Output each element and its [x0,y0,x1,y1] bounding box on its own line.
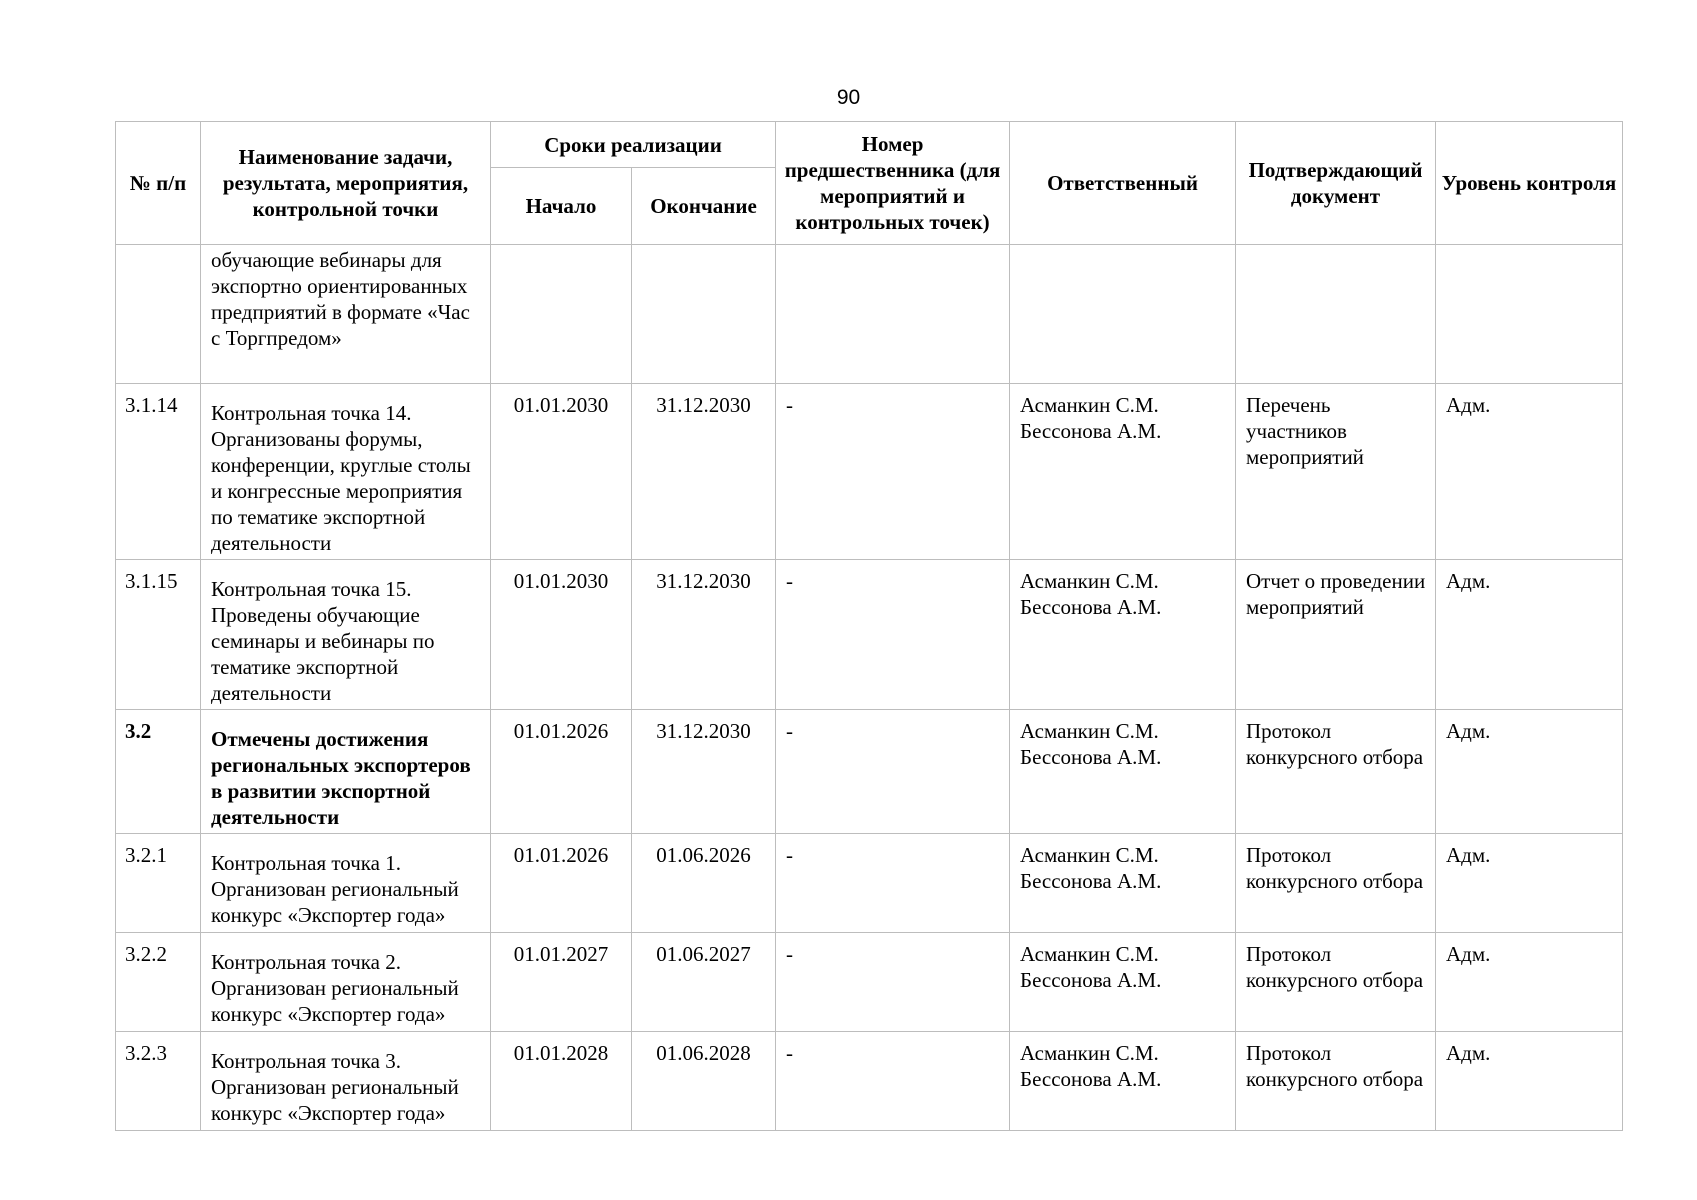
row-name: Контрольная точка 1. Организован региональный конкурс «Экспортер года» [211,851,459,927]
cell-end [632,245,776,384]
row-document: Отчет о проведении мероприятий [1246,569,1426,619]
row-predecessor: - [786,843,794,867]
row-end: 01.06.2026 [656,843,751,867]
row-responsible: Асманкин С.М. Бессонова А.М. [1020,843,1162,893]
cell-responsible [1010,245,1236,384]
table-row [116,710,1623,834]
row-responsible: Асманкин С.М. Бессонова А.М. [1020,1041,1162,1091]
row-name: Контрольная точка 2. Организован региональный конкурс «Экспортер года» [211,950,459,1026]
row-start: 01.01.2030 [513,393,609,417]
row-predecessor: - [786,942,794,966]
row-num: 3.1.14 [125,393,178,417]
row-document: Протокол конкурсного отбора [1246,843,1424,893]
row-num: 3.2 [125,719,152,743]
row-end: 01.06.2027 [656,942,751,966]
table-row [116,1032,1623,1131]
header-period: Сроки реализации [491,122,776,168]
row-document: Протокол конкурсного отбора [1246,942,1424,992]
plan-table [115,121,1623,1131]
row-end: 01.06.2028 [656,1041,751,1065]
row-responsible: Асманкин С.М. Бессонова А.М. [1020,393,1162,443]
row-predecessor: - [786,569,794,593]
row-start: 01.01.2026 [513,719,609,743]
row-control: Адм. [1446,393,1491,417]
table-row-continuation [116,245,1623,384]
row-num: 3.2.2 [125,942,167,966]
row-start: 01.01.2030 [513,569,609,593]
row-end: 31.12.2030 [656,393,751,417]
row-name: Отмечены достижения региональных экспортеров в развитии экспортной деятельности [211,727,471,829]
cell-num [116,245,201,384]
table-row [116,384,1623,560]
row-responsible: Асманкин С.М. Бессонова А.М. [1020,569,1162,619]
row-document: Протокол конкурсного отбора [1246,1041,1424,1091]
row-control: Адм. [1446,843,1491,867]
row-document: Протокол конкурсного отбора [1246,719,1424,769]
row-start: 01.01.2026 [513,843,609,867]
row-control: Адм. [1446,1041,1491,1065]
table-row [116,834,1623,933]
row-document: Перечень участников мероприятий [1246,393,1364,469]
row-num: 3.1.15 [125,569,178,593]
page-number: 90 [836,86,861,109]
row-start: 01.01.2028 [513,1041,609,1065]
header-control: Уровень контроля [1436,122,1623,245]
row-responsible: Асманкин С.М. Бессонова А.М. [1020,942,1162,992]
continuation-name: обучающие вебинары для экспортно ориентированных предприятий в формате «Час с Торгпредом» [211,248,470,350]
row-predecessor: - [786,393,794,417]
row-name: Контрольная точка 14. Организованы форумы, конференции, круглые столы и конгрессные мероприятия по тематике экспортной деятельности [211,401,471,555]
header-end: Окончание [632,168,776,245]
row-name: Контрольная точка 3. Организован региональный конкурс «Экспортер года» [211,1049,459,1125]
row-predecessor: - [786,1041,794,1065]
row-num: 3.2.3 [125,1041,167,1065]
row-end: 31.12.2030 [656,719,751,743]
row-control: Адм. [1446,942,1491,966]
header-name: Наименование задачи, результата, мероприятия, контрольной точки [201,122,491,245]
row-start: 01.01.2027 [513,942,609,966]
row-end: 31.12.2030 [656,569,751,593]
header-document: Подтверждающий документ [1236,122,1436,245]
cell-name [201,245,491,384]
row-responsible: Асманкин С.М. Бессонова А.М. [1020,719,1162,769]
header-start: Начало [491,168,632,245]
row-control: Адм. [1446,569,1491,593]
table-row [116,560,1623,710]
row-name: Контрольная точка 15. Проведены обучающие семинары и вебинары по тематике экспортной деятельности [211,577,435,705]
table-row [116,933,1623,1032]
header-num: № п/п [116,122,201,245]
row-control: Адм. [1446,719,1491,743]
cell-control [1436,245,1623,384]
header-predecessor: Номер предшественника (для мероприятий и контрольных точек) [776,122,1010,245]
row-predecessor: - [786,719,794,743]
row-num: 3.2.1 [125,843,167,867]
header-responsible: Ответственный [1010,122,1236,245]
cell-start [491,245,632,384]
cell-document [1236,245,1436,384]
cell-predecessor [776,245,1010,384]
